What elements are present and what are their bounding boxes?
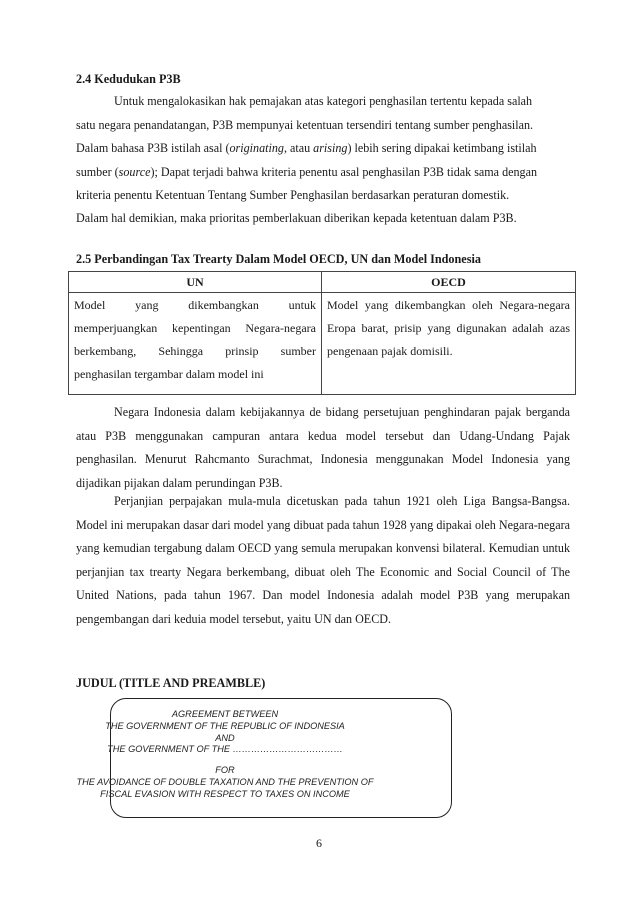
section-2-4-line-6: Dalam hal demikian, maka prioritas pemberlakuan diberikan kepada ketentuan dalam P3B. bbox=[76, 211, 517, 225]
section-2-4-line-4 bbox=[76, 161, 570, 185]
comparison-table bbox=[68, 271, 576, 395]
agreement-line-4: THE GOVERNMENT OF THE ……………………………… bbox=[107, 744, 343, 754]
table-cell-un: Model yang dikembangkan untuk memperjuangkan kepentingan Negara-negara berkembang, Sehingga prinsip sumber penghasilan tergambar dalam model ini bbox=[69, 293, 322, 395]
judul-heading: JUDUL (TITLE AND PREAMBLE) bbox=[76, 676, 266, 690]
section-2-4-line-5: kriteria penentu Ketentuan Tentang Sumber Penghasilan berdasarkan peraturan domestik. bbox=[76, 188, 510, 202]
line-text: ); Dapat terjadi bahwa kriteria penentu asal penghasilan P3B tidak sama dengan bbox=[150, 165, 537, 179]
agreement-line-1: AGREEMENT BETWEEN bbox=[171, 709, 279, 719]
agreement-line-2: THE GOVERNMENT OF THE REPUBLIC OF INDONESIA bbox=[105, 721, 345, 731]
paragraph-text: Perjanjian perpajakan mula-mula dicetuskan pada tahun 1921 oleh Liga Bangsa-Bangsa. Model ini merupakan dasar dari model yang dibuat pada tahun 1928 yang dipakai oleh Negara-negara yang kemudian tergabung dalam OECD yang semula merupakan konvensi bilateral. Kemudian untuk perjanjian tax trearty Negara berkembang, dibuat oleh The Economic and Social Council of The United Nations, pada tahun 1967. Dan model Indonesia adalah model P3B yang merupakan pengembangan dari keduia model tersebut, yaitu UN dan OECD. bbox=[76, 494, 570, 626]
table-header-un: UN bbox=[69, 272, 322, 293]
line-text: Dalam bahasa P3B istilah asal ( bbox=[76, 141, 230, 155]
section-2-4-line-2: satu negara penandatangan, P3B mempunyai ketentuan tersendiri tentang sumber penghasilan. bbox=[76, 118, 534, 132]
body-paragraph-2 bbox=[76, 490, 570, 631]
section-2-5-heading: 2.5 Perbandingan Tax Trearty Dalam Model OECD, UN dan Model Indonesia bbox=[76, 252, 481, 266]
section-2-4-line-3 bbox=[76, 137, 570, 161]
body-paragraph-1 bbox=[76, 401, 570, 495]
table-header-oecd: OECD bbox=[322, 272, 576, 293]
italic-term: arising bbox=[313, 141, 348, 155]
table-row bbox=[69, 293, 576, 395]
agreement-line-6: THE AVOIDANCE OF DOUBLE TAXATION AND THE PREVENTION OF bbox=[76, 777, 374, 787]
line-text: , atau bbox=[283, 141, 314, 155]
section-2-4-line-1 bbox=[76, 90, 570, 114]
line-text: ) lebih sering dipakai ketimbang istilah bbox=[347, 141, 537, 155]
line-text: sumber ( bbox=[76, 165, 119, 179]
italic-term: source bbox=[118, 165, 151, 179]
page-number: 6 bbox=[316, 836, 322, 850]
table-header-row bbox=[69, 272, 576, 293]
agreement-line-7: FISCAL EVASION WITH RESPECT TO TAXES ON INCOME bbox=[100, 789, 350, 799]
section-2-4-heading: 2.4 Kedudukan P3B bbox=[76, 72, 181, 86]
table-cell-oecd: Model yang dikembangkan oleh Negara-negara Eropa barat, prisip yang digunakan adalah azas pengenaan pajak domisili. bbox=[322, 293, 576, 395]
paragraph-text: Negara Indonesia dalam kebijakannya de bidang persetujuan penghindaran pajak berganda atau P3B menggunakan campuran antara kedua model tersebut dan Udang-Undang Pajak penghasilan. Menurut Rahcmanto Surachmat, Indonesia menggunakan Model Indonesia yang dijadikan pijakan dalam perundingan P3B. bbox=[76, 405, 570, 490]
line-text: Untuk mengalokasikan hak pemajakan atas kategori penghasilan tertentu kepada salah bbox=[114, 94, 533, 108]
agreement-line-5: FOR bbox=[215, 765, 235, 775]
agreement-line-3: AND bbox=[215, 733, 235, 743]
italic-term: originating bbox=[229, 141, 284, 155]
